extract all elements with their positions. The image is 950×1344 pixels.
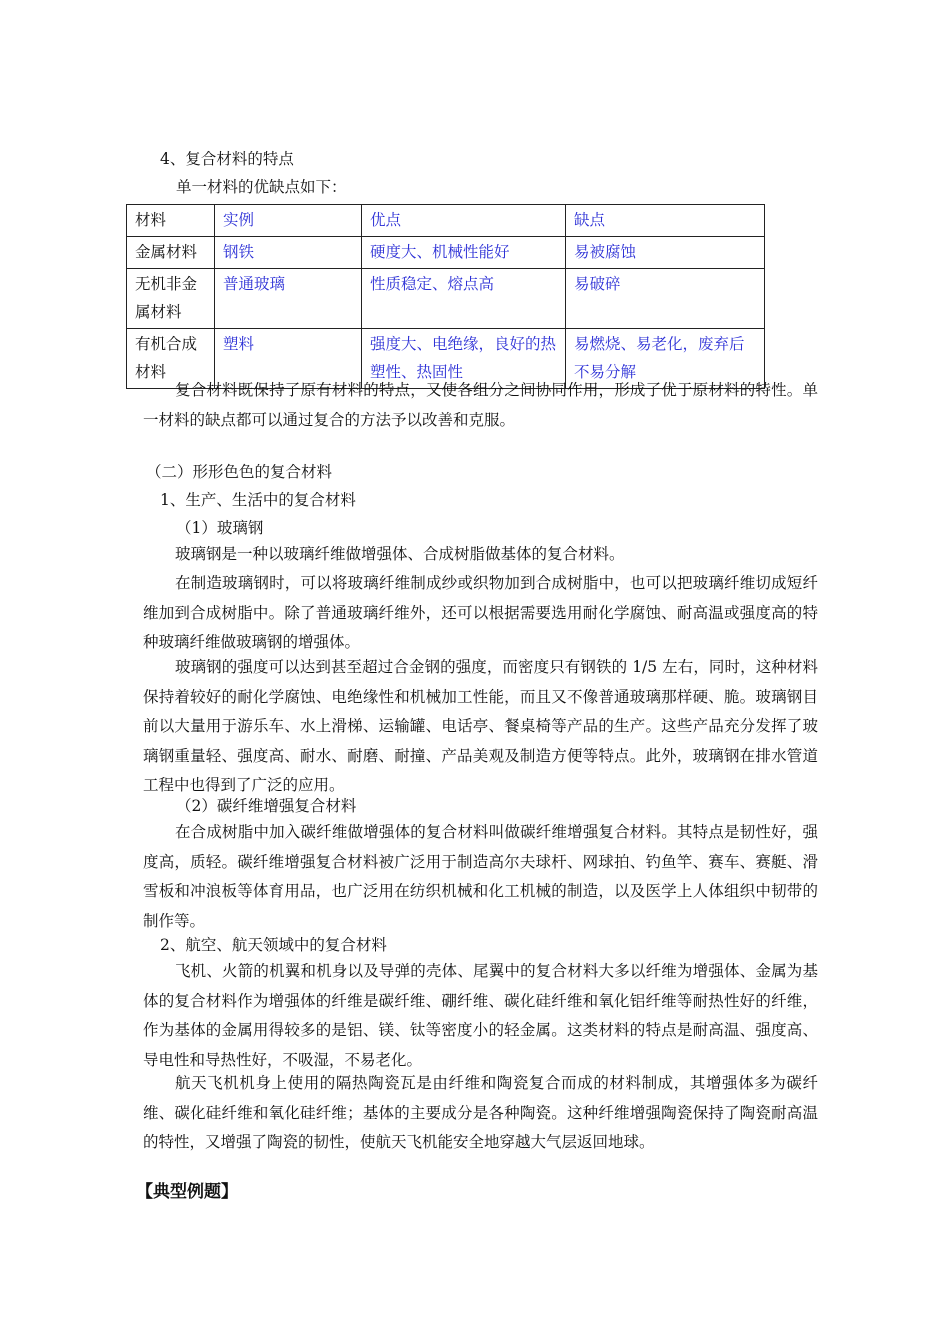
item1-title: （1）玻璃钢 (176, 519, 264, 537)
table-header-cell: 材料 (127, 205, 215, 237)
item2-title: （2）碳纤维增强复合材料 (176, 797, 357, 815)
materials-table (126, 204, 765, 389)
table-cell: 无机非金属材料 (127, 269, 215, 329)
section4-title: 4、复合材料的特点 (160, 150, 294, 168)
table-cell: 易燃烧、易老化，废弃后不易分解 (566, 329, 765, 389)
glass-paragraph-1 (143, 540, 818, 570)
sub1-title: 1、生产、生活中的复合材料 (160, 491, 356, 509)
typical-examples-heading: 【典型例题】 (136, 1182, 238, 1202)
table-cell: 强度大、电绝缘，良好的热塑性、热固性 (362, 329, 566, 389)
aero-text-2: 航天飞机机身上使用的隔热陶瓷瓦是由纤维和陶瓷复合而成的材料制成，其增强体多为碳纤维、碳化硅纤维和氧化硅纤维；基体的主要成分是各种陶瓷。这种纤维增强陶瓷保持了陶瓷耐高温的特性，又增强了陶瓷的韧性，使航天飞机能安全地穿越大气层返回地球。 (143, 1074, 818, 1151)
table-header-cell: 缺点 (566, 205, 765, 237)
glass-paragraph-2 (143, 569, 818, 658)
table-row (127, 269, 765, 329)
aero-text-1: 飞机、火箭的机翼和机身以及导弹的壳体、尾翼中的复合材料大多以纤维为增强体、金属为基体的复合材料作为增强体的纤维是碳纤维、硼纤维、碳化硅纤维和氧化铝纤维等耐热性好的纤维，作为基体的金属用得较多的是铝、镁、钛等密度小的轻金属。这类材料的特点是耐高温、强度高、导电性和导热性好，不吸湿，不易老化。 (143, 962, 818, 1069)
table-cell: 易被腐蚀 (566, 237, 765, 269)
glass-paragraph-3 (143, 653, 818, 801)
table-header-cell: 实例 (215, 205, 362, 237)
table-cell: 易破碎 (566, 269, 765, 329)
table-cell: 塑料 (215, 329, 362, 389)
glass-text-3: 玻璃钢的强度可以达到甚至超过合金钢的强度，而密度只有钢铁的 1/5 左右，同时，这种材料保持着较好的耐化学腐蚀、电绝缘性和机械加工性能，而且又不像普通玻璃那样硬、脆。玻璃钢目前以大量用于游乐车、水上滑梯、运输罐、电话亭、餐桌椅等产品的生产。这些产品充分发挥了玻璃钢重量轻、强度高、耐水、耐磨、耐撞、产品美观及制造方便等特点。此外，玻璃钢在排水管道工程中也得到了广泛的应用。 (143, 658, 818, 794)
sub2-title: 2、航空、航天领域中的复合材料 (160, 936, 387, 954)
carbon-text: 在合成树脂中加入碳纤维做增强体的复合材料叫做碳纤维增强复合材料。其特点是韧性好，强度高，质轻。碳纤维增强复合材料被广泛用于制造高尔夫球杆、网球拍、钓鱼竿、赛车、赛艇、滑雪板和冲浪板等体育用品，也广泛用在纺织机械和化工机械的制造，以及医学上人体组织中韧带的制作等。 (143, 823, 818, 930)
section2-title: （二）形形色色的复合材料 (146, 463, 333, 481)
table-cell: 普通玻璃 (215, 269, 362, 329)
table-cell: 钢铁 (215, 237, 362, 269)
aero-paragraph-1 (143, 957, 818, 1075)
table-cell: 有机合成材料 (127, 329, 215, 389)
carbon-paragraph (143, 818, 818, 936)
aero-paragraph-2 (143, 1069, 818, 1158)
glass-text-2: 在制造玻璃钢时，可以将玻璃纤维制成纱或织物加到合成树脂中，也可以把玻璃纤维切成短纤维加到合成树脂中。除了普通玻璃纤维外，还可以根据需要选用耐化学腐蚀、耐高温或强度高的特种玻璃纤维做玻璃钢的增强体。 (143, 574, 818, 651)
composite-text: 复合材料既保持了原有材料的特点，又使各组分之间协同作用，形成了优于原材料的特性。单一材料的缺点都可以通过复合的方法予以改善和克服。 (143, 381, 818, 429)
composite-paragraph (143, 376, 818, 435)
table-cell: 金属材料 (127, 237, 215, 269)
glass-text-1: 玻璃钢是一种以玻璃纤维做增强体、合成树脂做基体的复合材料。 (175, 545, 625, 563)
table-intro: 单一材料的优缺点如下： (176, 178, 347, 196)
table-cell: 性质稳定、熔点高 (362, 269, 566, 329)
table-header-cell: 优点 (362, 205, 566, 237)
table-cell: 硬度大、机械性能好 (362, 237, 566, 269)
table-row (127, 237, 765, 269)
table-header-row (127, 205, 765, 237)
